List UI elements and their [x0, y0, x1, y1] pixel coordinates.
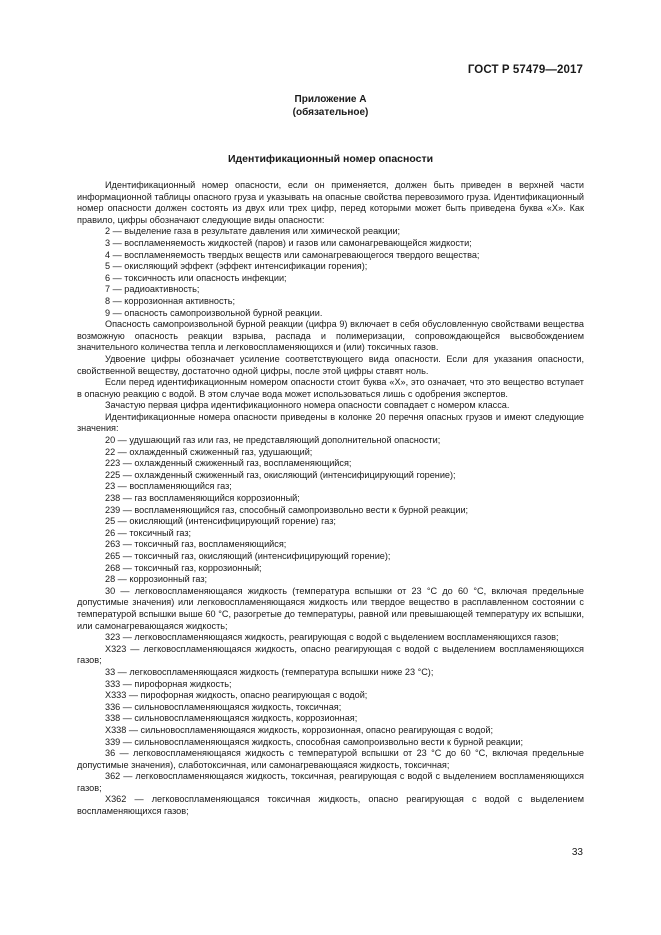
- paragraph: 265 — токсичный газ, окисляющий (интенсифицирующий горение);: [105, 551, 391, 561]
- paragraph: Удвоение цифры обозначает усиление соответствующего вида опасности. Если для указания опасности, свойственной веществу, достаточно одной цифры, после этой цифры ставят ноль.: [77, 353, 584, 376]
- document-code: ГОСТ Р 57479—2017: [467, 64, 583, 76]
- paragraph: Идентификационный номер опасности, если он применяется, должен быть приведен в верхней части информационной таблицы опасного груза и указывать на опасные свойства перевозимого груза. Идентификационный номер опасности должен состоять из двух или трех цифр, перед которыми может быть приведена буква «X». Как правило, цифры обозначают следующие виды опасности:: [77, 180, 584, 225]
- section-title: Идентификационный номер опасности: [227, 153, 434, 165]
- paragraph: Х323 — легковоспламеняющаяся жидкость, опасно реагирующая с водой с выделением воспламеняющихся газов;: [77, 643, 584, 666]
- paragraph: 7 — радиоактивность;: [105, 284, 200, 295]
- paragraph: Зачастую первая цифра идентификационного номера опасности совпадает с номером класса.: [105, 400, 510, 411]
- paragraph: 268 — токсичный газ, коррозионный;: [105, 562, 262, 573]
- paragraph: 4 — воспламеняемость твердых веществ или самонагревающегося твердого вещества;: [105, 249, 480, 260]
- paragraph: Х333 — пирофорная жидкость, опасно реагирующая с водой;: [105, 690, 368, 701]
- paragraph: 263 — токсичный газ, воспламеняющийся;: [105, 539, 287, 550]
- paragraph: 338 — сильновоспламеняющаяся жидкость, коррозионная;: [105, 713, 358, 724]
- paragraph: Х362 — легковоспламеняющаяся токсичная жидкость, опасно реагирующая с водой с выделением воспламеняющихся газов;: [77, 794, 584, 817]
- paragraph: 23 — воспламеняющийся газ;: [105, 481, 232, 492]
- paragraph: Опасность самопроизвольной бурной реакции (цифра 9) включает в себя обусловленную свойствами вещества возможную опасность реакции взрыва, распада и полимеризации, сопровождающейся высвобождением значительного количества тепла и легковоспламеняющихся и (или) токсичных газов.: [77, 319, 584, 353]
- paragraph: 225 — охлажденный сжиженный газ, окисляющий (интенсифицирующий горение);: [105, 469, 456, 480]
- paragraph: 22 — охлажденный сжиженный газ, удушающий;: [105, 446, 313, 457]
- page-number: 33: [571, 847, 583, 858]
- appendix-status: (обязательное): [292, 107, 369, 118]
- paragraph: 333 — пирофорная жидкость;: [105, 678, 232, 689]
- paragraph: 238 — газ воспламеняющийся коррозионный;: [105, 493, 300, 504]
- paragraph: 5 — окисляющий эффект (эффект интенсификации горения);: [105, 261, 368, 272]
- paragraph: 6 — токсичность или опасность инфекции;: [105, 272, 287, 283]
- paragraph: 2 — выделение газа в результате давления или химической реакции;: [105, 226, 401, 237]
- document-body: [77, 180, 584, 818]
- paragraph: 36 — легковоспламеняющаяся жидкость с температурой вспышки от 23 °С до 60 °С, включая предельные допустимые значения), слаботоксичная, или самонагревающаяся жидкость, токсичная;: [77, 748, 584, 770]
- paragraph: 25 — окисляющий (интенсифицирующий горение) газ;: [105, 516, 336, 527]
- paragraph: 8 — коррозионная активность;: [105, 295, 235, 306]
- paragraph: 239 — воспламеняющийся газ, способный самопроизвольно вести к бурной реакции;: [105, 504, 469, 515]
- paragraph: 362 — легковоспламеняющаяся жидкость, токсичная, реагирующая с водой с выделением воспламеняющихся газов;: [77, 771, 584, 793]
- paragraph: Если перед идентификационным номером опасности стоит буква «X», это означает, что это вещество вступает в опасную реакцию с водой. В этом случае вода может использоваться лишь с одобрения экспертов.: [77, 377, 584, 399]
- paragraph: Х338 — сильновоспламеняющаяся жидкость, коррозионная, опасно реагирующая с водой;: [105, 724, 494, 735]
- paragraph: 26 — токсичный газ;: [105, 527, 192, 538]
- paragraph: 336 — сильновоспламеняющаяся жидкость, токсичная;: [105, 701, 342, 712]
- paragraph: 323 — легковоспламеняющаяся жидкость, реагирующая с водой с выделением воспламеняющихся газов;: [105, 632, 559, 643]
- appendix-title: Приложение А: [294, 94, 367, 105]
- paragraph: 339 — сильновоспламеняющаяся жидкость, способная самопроизвольно вести к бурной реакции;: [105, 736, 524, 747]
- paragraph: 3 — воспламеняемость жидкостей (паров) и газов или самонагревающейся жидкости;: [105, 237, 472, 248]
- paragraph: 20 — удушающий газ или газ, не представляющий дополнительной опасности;: [105, 435, 441, 446]
- paragraph: 33 — легковоспламеняющаяся жидкость (температура вспышки ниже 23 °С);: [105, 666, 434, 677]
- paragraph: Идентификационные номера опасности приведены в колонке 20 перечня опасных грузов и имеют следующие значения:: [77, 411, 584, 434]
- paragraph: 30 — легковоспламеняющаяся жидкость (температура вспышки от 23 °С до 60 °С, включая предельные допустимые значения) или легковоспламеняющаяся жидкость или твердое вещество в расплавленном состоянии с температурой вспышки выше 60 °С, разогретые до температуры, равной или превышающей температуру их вспышки, или самонагревающаяся жидкость;: [77, 585, 584, 631]
- appendix-heading: [0, 93, 661, 119]
- paragraph: 9 — опасность самопроизвольной бурной реакции.: [105, 307, 323, 318]
- paragraph: 223 — охлажденный сжиженный газ, воспламеняющийся;: [105, 458, 352, 469]
- paragraph: 28 — коррозионный газ;: [105, 574, 208, 585]
